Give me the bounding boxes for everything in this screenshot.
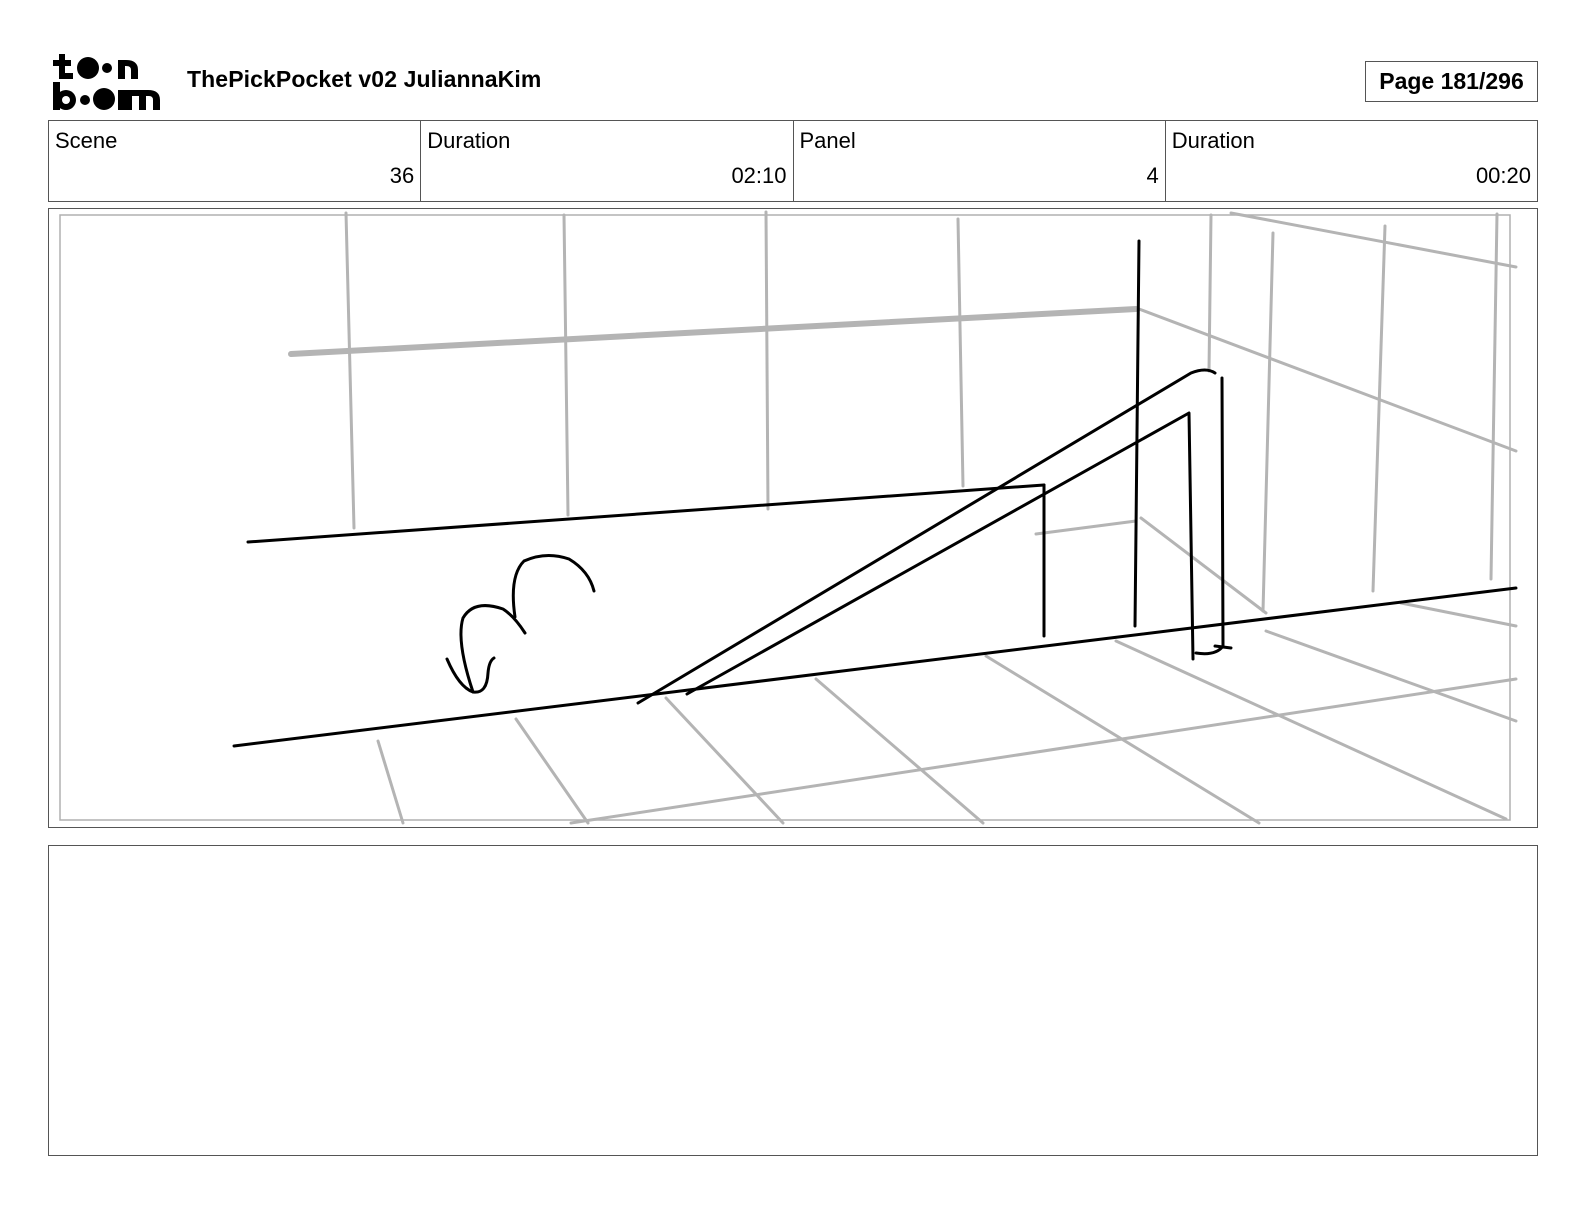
- scene-duration-value: 02:10: [731, 163, 787, 188]
- panel-label: Panel: [799, 128, 856, 153]
- document-title: ThePickPocket v02 JuliannaKim: [187, 66, 542, 92]
- storyboard-panel: [48, 208, 1538, 828]
- panel-notes-box: [48, 845, 1538, 1156]
- storyboard-sketch-icon: [49, 209, 1536, 826]
- scene-info-table: [48, 120, 1538, 202]
- page-indicator: Page 181/296: [1365, 61, 1538, 102]
- scene-label: Scene: [55, 128, 118, 153]
- scene-duration-label: Duration: [427, 128, 511, 153]
- panel-value: 4: [1146, 163, 1159, 188]
- panel-duration-label: Duration: [1171, 128, 1255, 153]
- toon-boom-logo: [50, 50, 165, 112]
- scene-value: 36: [389, 163, 415, 188]
- panel-duration-value: 00:20: [1475, 163, 1531, 188]
- panel-cell: [794, 121, 1166, 201]
- scene-duration-cell: [421, 121, 793, 201]
- panel-duration-cell: [1166, 121, 1537, 201]
- scene-cell: [49, 121, 421, 201]
